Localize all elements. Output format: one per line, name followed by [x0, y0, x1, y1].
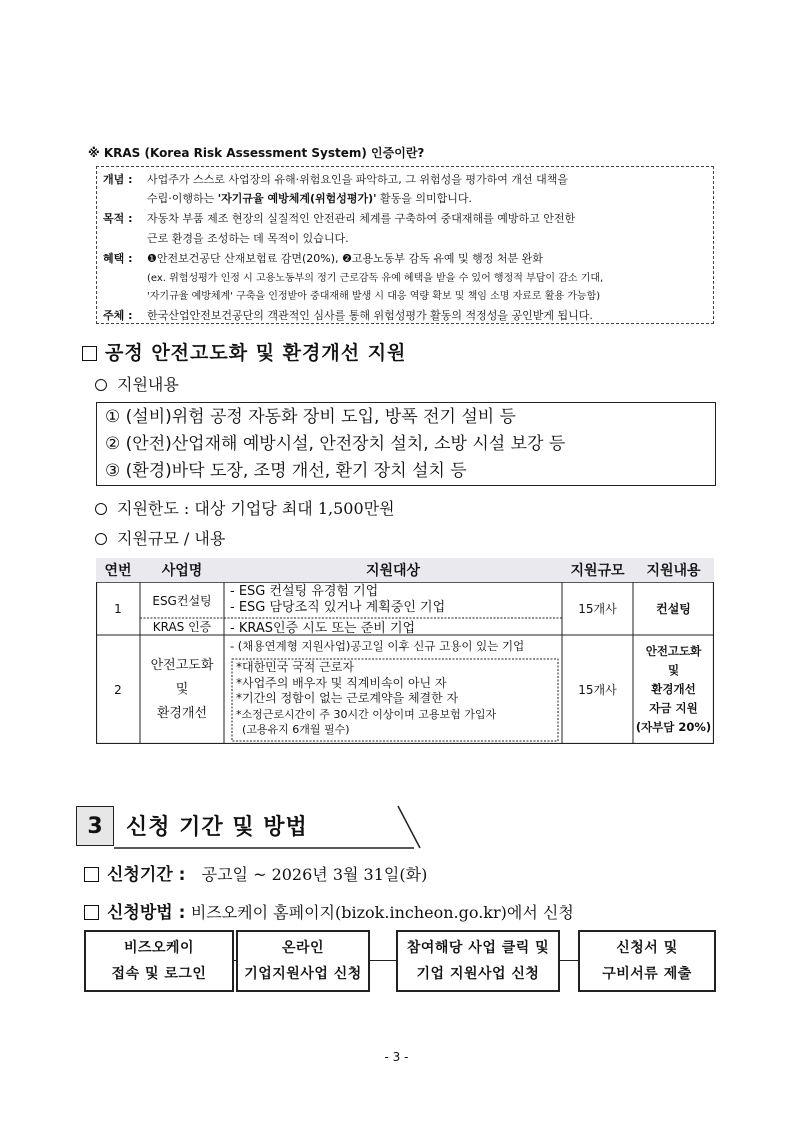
- benefit-text: ❶안전보건공단 산재보험료 감면(20%), ❷고용노동부 감독 유예 및 행정 처분 완화: [147, 252, 543, 265]
- support-scale-label: 지원규모 / 내용: [95, 526, 225, 549]
- support-content-box: [96, 402, 716, 486]
- support-content-label: 지원내용: [95, 372, 179, 395]
- self-regulation-term: '자기규율 예방체계(위험성평가)': [217, 192, 377, 205]
- section3-title: 신청 기간 및 방법: [126, 815, 308, 840]
- page-number: - 3 -: [384, 1050, 409, 1064]
- row2-scale: 15개사: [578, 683, 617, 697]
- row1-name-esg: ESG컨설팅: [152, 593, 212, 608]
- header-target: 지원대상: [224, 558, 562, 582]
- square-bullet-icon: [84, 867, 99, 882]
- row1-target-esg: - ESG 컨설팅 유경험 기업 - ESG 담당조직 있거나 계획중인 기업: [230, 584, 446, 615]
- kras-info-box: [96, 166, 714, 324]
- circle-bullet-icon: [95, 533, 107, 545]
- header-no: 연번: [96, 558, 140, 582]
- section-heading: 공정 안전고도화 및 환경개선 지원: [82, 338, 406, 365]
- step-submit-documents: 신청서 및 구비서류 제출: [578, 930, 716, 992]
- support-table: [96, 558, 714, 744]
- step-login: 비즈오케이 접속 및 로그인: [84, 930, 234, 992]
- host-text: 한국산업안전보건공단의 객관적인 심사를 통해 위험성평가 활동의 적정성을 공인받게 됩니다.: [147, 309, 593, 322]
- circle-bullet-icon: [95, 503, 107, 515]
- section3-number: 3: [76, 806, 114, 846]
- concept-text: 사업주가 스스로 사업장의 유해·위험요인을 파악하고, 그 위험성을 평가하여 개선 대책을: [147, 173, 568, 186]
- row1-target-kras: - KRAS인증 시도 또는 준비 기업: [230, 621, 416, 636]
- host-label: 주체 :: [103, 309, 133, 322]
- row2-no: 2: [114, 682, 122, 697]
- benefit-example: (ex. 위험성평가 인정 시 고용노동부의 정기 근로감독 유예 혜택을 받을 수 있어 행정적 부담이 감소 기대,: [147, 273, 604, 284]
- row2-content: 안전고도화 및 환경개선 자금 지원 (자부담 20%): [635, 644, 712, 734]
- application-method: 신청방법 : 비즈오케이 홈페이지(bizok.incheon.go.kr)에서 신청: [84, 898, 574, 923]
- header-content: 지원내용: [633, 558, 714, 582]
- content-item: ② (안전)산업재해 예방시설, 안전장치 설치, 소방 시설 보강 등: [105, 434, 566, 454]
- application-period: 신청기간 : 공고일 ~ 2026년 3월 31일(화): [84, 860, 427, 885]
- kras-title: ※ KRAS (Korea Risk Assessment System) 인증이란?: [88, 146, 425, 160]
- row2-requirements: *대한민국 국적 근로자 *사업주의 배우자 및 직계비속이 아닌 자 *기간의 정함이 없는 근로계약을 체결한 자 *소정근로시간이 주 30시간 이상이며 고용보험 가입자 (고용유지 6개월 필수): [236, 660, 497, 736]
- row1-name-kras: KRAS 인증: [152, 620, 212, 634]
- concept-label: 개념 :: [103, 173, 133, 186]
- purpose-label: 목적 :: [103, 212, 133, 225]
- header-scale: 지원규모: [562, 558, 633, 582]
- step-connector: [560, 960, 578, 961]
- benefit-label: 혜택 :: [103, 252, 133, 265]
- benefit-example-cont: '자기규율 예방체계' 구축을 인정받아 중대재해 발생 시 대응 역량 확보 및 책임 소명 자료로 활용 가능함): [147, 291, 601, 302]
- support-limit: 지원한도 : 대상 기업당 최대 1,500만원: [95, 496, 395, 519]
- step-select-project: 참여해당 사업 클릭 및 기업 지원사업 신청: [396, 930, 560, 992]
- row1-scale: 15개사: [578, 602, 617, 616]
- step-online-apply: 온라인 기업지원사업 신청: [236, 930, 370, 992]
- purpose-text-cont: 근로 환경을 조성하는 데 목적이 있습니다.: [147, 232, 349, 245]
- row1-no: 1: [114, 601, 122, 616]
- content-item: ③ (환경)바닥 도장, 조명 개선, 환기 장치 설치 등: [105, 461, 467, 481]
- purpose-text: 자동차 부품 제조 현장의 실질적인 안전관리 체계를 구축하여 중대재해를 예방하고 안전한: [147, 212, 576, 225]
- row2-target-main: - (채용연계형 지원사업)공고일 이후 신규 고용이 있는 기업: [230, 639, 525, 653]
- row2-name: 안전고도화 및 환경개선: [150, 657, 214, 721]
- step-connector: [370, 960, 396, 961]
- square-bullet-icon: [84, 905, 99, 920]
- concept-text-cont: 수립·이행하는 '자기규율 예방체계(위험성평가)' 활동을 의미합니다.: [147, 192, 473, 205]
- circle-bullet-icon: [95, 379, 107, 391]
- square-bullet-icon: [82, 346, 97, 361]
- header-project: 사업명: [140, 558, 224, 582]
- row1-content: 컨설팅: [656, 602, 691, 616]
- content-item: ① (설비)위험 공정 자동화 장비 도입, 방폭 전기 설비 등: [105, 407, 516, 427]
